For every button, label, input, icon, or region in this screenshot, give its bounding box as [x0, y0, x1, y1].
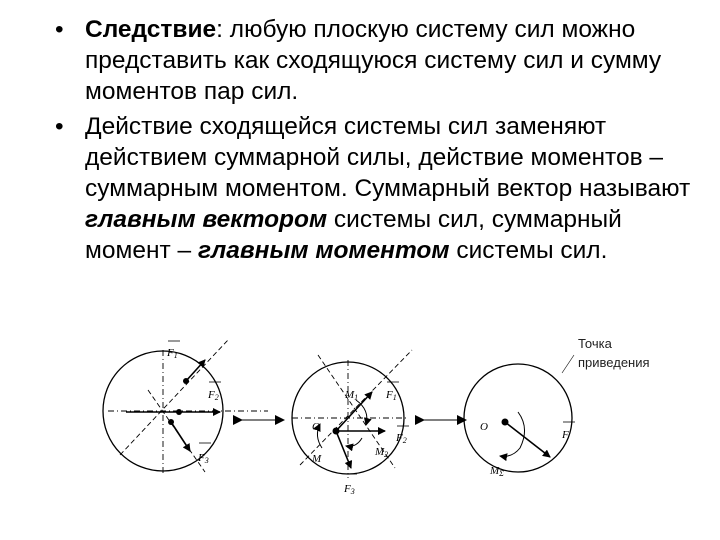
bullet-part-main-moment: главным моментом: [197, 237, 450, 264]
bullet-dot: •: [55, 16, 64, 43]
label-o: O: [480, 421, 488, 433]
label-m1: M1: [345, 389, 359, 402]
label-main-vector: F: [562, 429, 569, 441]
note-line-1: Точка: [578, 336, 612, 351]
label-f2: F2: [208, 389, 219, 402]
reduction-point: [333, 428, 340, 435]
label-f3: F3: [344, 483, 355, 496]
figure-original-system: [103, 340, 268, 475]
f3-arrow: [171, 422, 190, 451]
bullet-part-main-vector: главным вектором: [85, 206, 328, 233]
body-circle: [464, 364, 572, 472]
bullet-part: : любую плоскую систему сил можно представить как сходящуюся систему сил и сумму моментов пар сил.: [85, 16, 662, 105]
bullet-dot: •: [55, 113, 64, 140]
f1-arrow: [186, 360, 205, 381]
label-f1: F1: [386, 389, 397, 402]
note-line-2: приведения: [578, 355, 650, 370]
f3-reduced-arrow: [336, 431, 351, 468]
label-m2: M2: [375, 446, 389, 459]
label-o: O: [312, 421, 320, 433]
f2-point: [176, 409, 182, 415]
label-f1: F1: [167, 347, 178, 360]
label-m: M: [312, 453, 322, 465]
bullet-part: Следствие: [85, 16, 217, 43]
main-vector-arrow: [505, 422, 550, 457]
figure-converging-system: [292, 350, 412, 496]
label-main-moment: MΣ: [490, 465, 504, 478]
label-f3: F3: [198, 452, 209, 465]
f1-point: [183, 378, 189, 384]
reduction-point: [502, 419, 509, 426]
f3-point: [168, 419, 174, 425]
bullet-part: системы сил, суммарный момент –: [85, 206, 622, 264]
figure-resultant: [464, 355, 575, 478]
bullet-part: системы сил.: [449, 237, 608, 264]
pointer-line: [562, 355, 574, 373]
label-f2: F2: [396, 432, 407, 445]
bullet-part: Действие сходящейся системы сил заменяют действием суммарной силы, действие моментов – суммарным моментом. Суммарный вектор называют: [85, 113, 691, 202]
